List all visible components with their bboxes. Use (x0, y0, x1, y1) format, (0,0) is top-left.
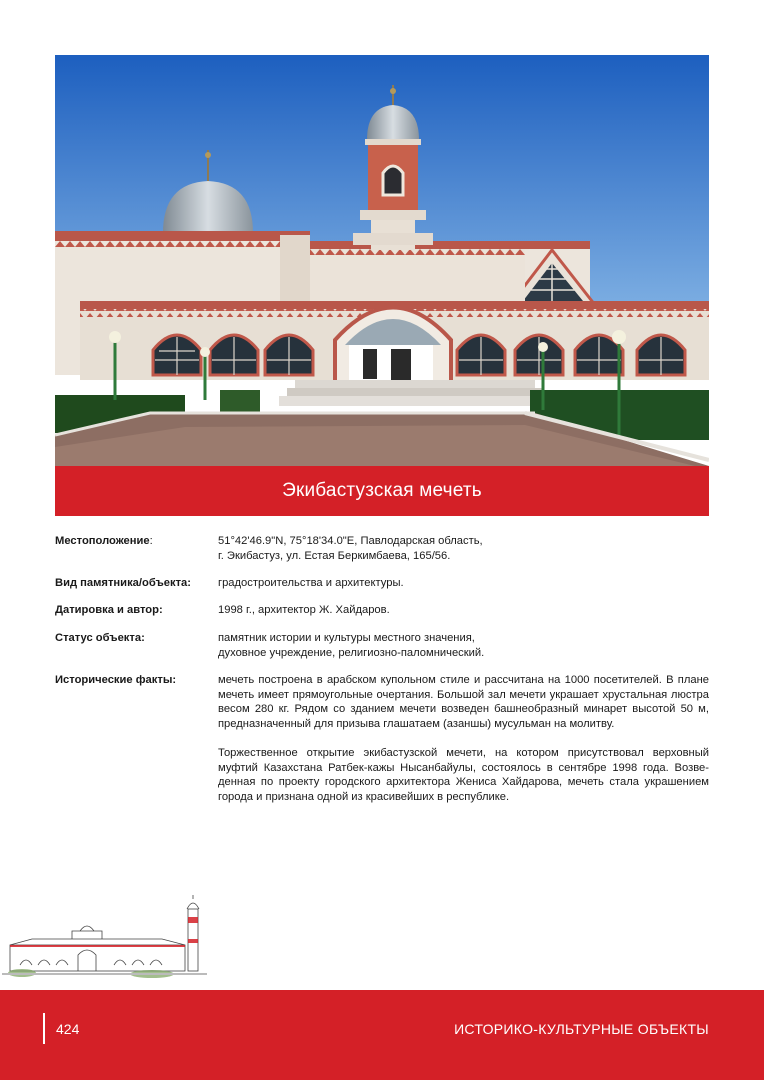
section-title: ИСТОРИКО-КУЛЬТУРНЫЕ ОБЪЕКТЫ (454, 1021, 709, 1037)
field-value (218, 534, 709, 563)
monument-title: Экибастузская мечеть (282, 480, 482, 501)
location-label-colon: : (149, 535, 153, 547)
field-value (218, 631, 709, 660)
history-paragraph-2: Торжественное открытие экибастузской мечети, на котором присутствовал верховный муфтий Казахстана Ратбек-кажы Нысанбайулы, состоялось в сентябре 1998 года. Возведенная по проекту городского архитектора Жениса Хайдарова, мечеть стала украшением города и признана одной из красивейших в республике. (218, 747, 709, 803)
history-paragraph-1: мечеть построена в арабском купольном стиле и рассчитана на 1000 посетителей. В плане мечеть имеет прямоугольные очертания. Большой зал мечети украшает хрустальная люстра весом 280 кг. Рядом со зданием мечети возведен башнеобразный минарет высотой 50 м, предназначенный для призыва глашатаем (азаншы) мусульман на молитву. (218, 674, 709, 730)
field-value: 1998 г., архитектор Ж. Хайдаров. (218, 604, 390, 616)
location-label: Местоположение (55, 535, 150, 547)
field-label: Датировка и автор: (55, 604, 163, 616)
mosque-sketch-illustration (2, 895, 207, 980)
location-line-1: 51°42'46.9"N, 75°18'34.0"E, Павлодарская область, (218, 535, 483, 547)
location-line-2: г. Экибастуз, ул. Естая Беркимбаева, 165/56. (218, 549, 451, 562)
field-label (55, 534, 215, 549)
field-label: Вид памятника/объекта: (55, 577, 191, 589)
page-footer (0, 990, 764, 1080)
status-line-1: памятник истории и культуры местного значения, (218, 632, 475, 644)
field-label: Статус объекта: (55, 632, 145, 644)
field-value: градостроительства и архитектуры. (218, 577, 404, 589)
field-value (218, 673, 709, 819)
title-band (55, 466, 709, 516)
mosque-photo (55, 55, 709, 466)
page-number: 424 (56, 1021, 80, 1037)
status-line-2: духовное учреждение, религиозно-паломнический. (218, 646, 485, 659)
footer-divider (43, 1013, 45, 1044)
field-label: Исторические факты: (55, 674, 177, 686)
